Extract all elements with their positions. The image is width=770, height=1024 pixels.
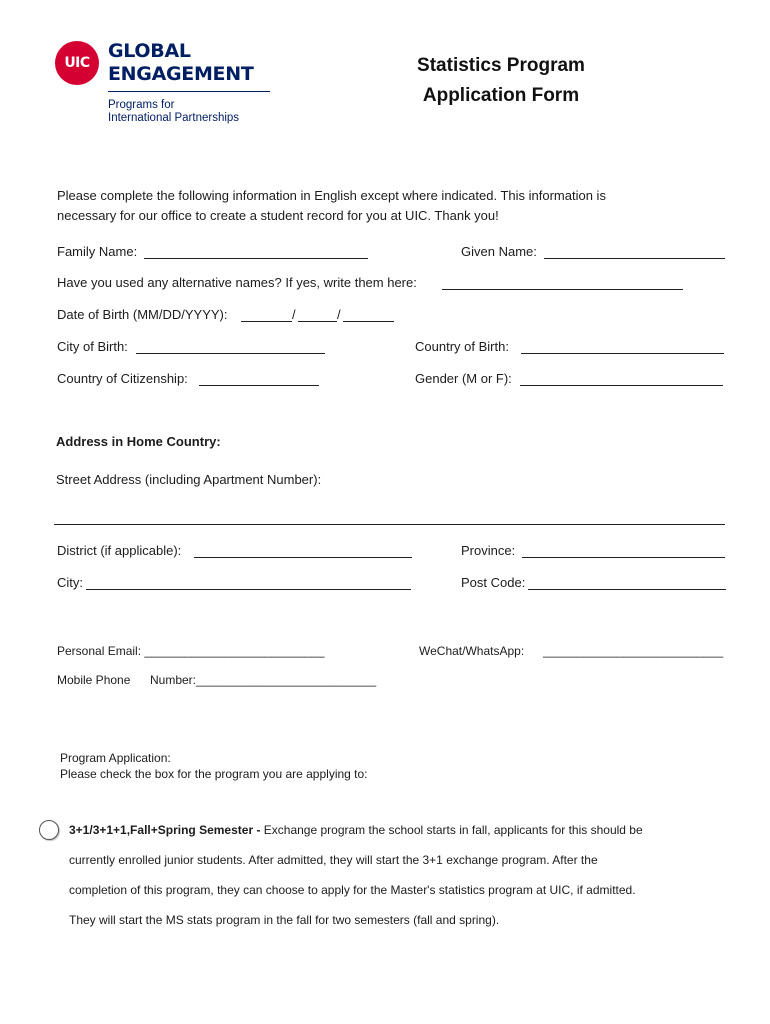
alt-names-label: Have you used any alternative names? If yes, write them here:	[57, 275, 417, 290]
city-field[interactable]	[86, 589, 411, 590]
program-heading: Program Application:	[60, 751, 171, 765]
family-name-label: Family Name:	[57, 244, 138, 259]
logo-global-text: GLOBAL	[108, 40, 191, 62]
dob-month-field[interactable]	[241, 321, 292, 322]
street-address-label: Street Address (including Apartment Number):	[56, 472, 322, 487]
city-of-birth-label: City of Birth:	[57, 339, 128, 354]
program-option-radio[interactable]	[39, 820, 59, 840]
intro-line2: necessary for our office to create a student record for you at UIC. Thank you!	[57, 208, 499, 223]
program-option-line2: currently enrolled junior students. After admitted, they will start the 3+1 exchange program. After the	[69, 853, 598, 867]
post-code-label: Post Code:	[461, 575, 526, 590]
form-title-line1: Statistics Program	[417, 55, 585, 76]
city-label: City:	[57, 575, 83, 590]
logo-sub-line2: International Partnerships	[108, 112, 240, 124]
district-field[interactable]	[194, 557, 412, 558]
wechat-label: WeChat/WhatsApp:	[419, 644, 525, 658]
dob-separator-2: /	[337, 307, 341, 322]
logo-sub-line1: Programs for	[108, 99, 175, 111]
gender-label: Gender (M or F):	[415, 371, 512, 386]
address-heading: Address in Home Country:	[56, 434, 221, 449]
personal-email-field[interactable]: Personal Email: ___________________________	[57, 644, 325, 658]
family-name-field[interactable]	[144, 258, 368, 259]
program-option-line1	[69, 823, 643, 838]
country-of-birth-label: Country of Birth:	[415, 339, 509, 354]
program-option-desc1: Exchange program the school starts in fall, applicants for this should be	[260, 823, 643, 837]
dob-day-field[interactable]	[298, 321, 337, 322]
citizenship-field[interactable]	[199, 385, 319, 386]
given-name-label: Given Name:	[461, 244, 537, 259]
district-label: District (if applicable):	[57, 543, 182, 558]
city-of-birth-field[interactable]	[136, 353, 325, 354]
country-of-birth-field[interactable]	[521, 353, 724, 354]
mobile-phone-label: Mobile Phone	[57, 673, 131, 687]
dob-separator-1: /	[292, 307, 296, 322]
given-name-field[interactable]	[544, 258, 725, 259]
dob-year-field[interactable]	[343, 321, 394, 322]
logo-divider	[108, 91, 270, 92]
uic-logo-mark	[55, 41, 99, 85]
province-label: Province:	[461, 543, 516, 558]
program-option-title: 3+1/3+1+1,Fall+Spring Semester -	[69, 823, 261, 837]
gender-field[interactable]	[520, 385, 723, 386]
wechat-field[interactable]: ___________________________	[543, 644, 724, 658]
mobile-phone-field[interactable]: Number:___________________________	[150, 673, 377, 687]
program-option-line3: completion of this program, they can choose to apply for the Master's statistics program at UIC, if admitted.	[69, 883, 636, 897]
alt-names-field[interactable]	[442, 289, 683, 290]
dob-label: Date of Birth (MM/DD/YYYY):	[57, 307, 228, 322]
program-instruction: Please check the box for the program you are applying to:	[60, 767, 368, 781]
logo-engagement-text: ENGAGEMENT	[108, 63, 254, 85]
province-field[interactable]	[522, 557, 725, 558]
form-title-line2: Application Form	[422, 85, 580, 106]
intro-line1: Please complete the following information in English except where indicated. This information is	[57, 188, 606, 203]
logo-mark-text: UIC	[64, 55, 90, 71]
program-option-line4: They will start the MS stats program in the fall for two semesters (fall and spring).	[69, 913, 500, 927]
post-code-field[interactable]	[528, 589, 726, 590]
citizenship-label: Country of Citizenship:	[57, 371, 188, 386]
street-address-field[interactable]	[54, 524, 725, 525]
